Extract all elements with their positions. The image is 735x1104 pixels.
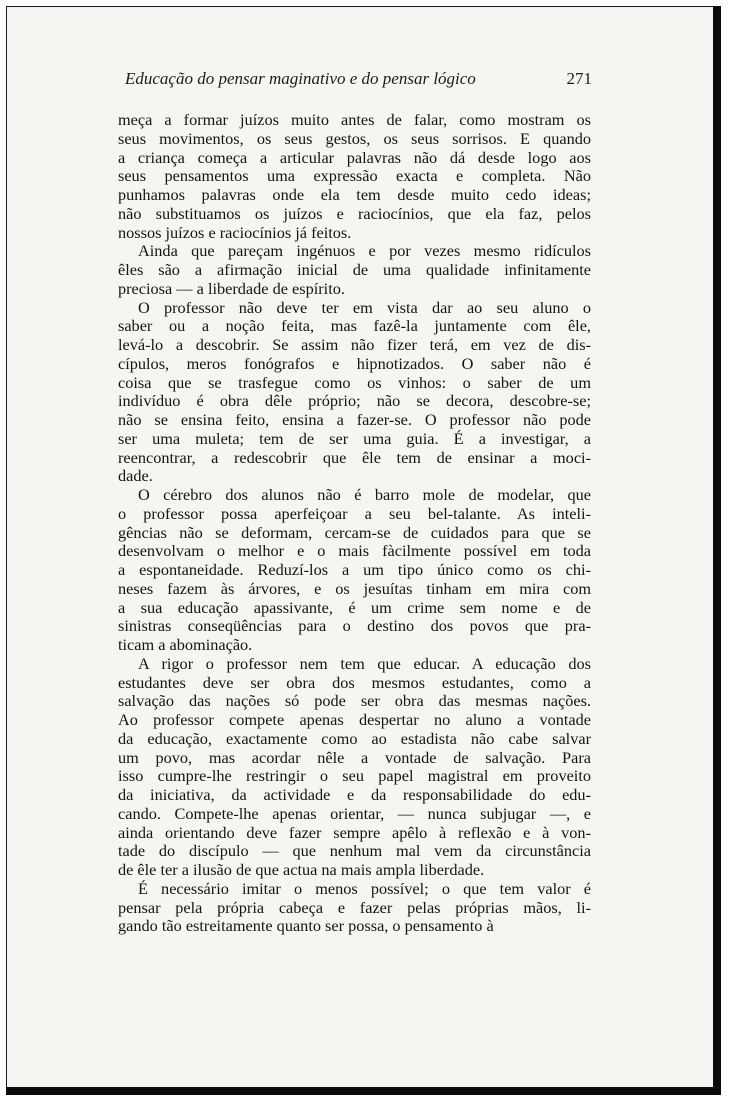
- text-line: não substituamos os juízos e raciocínios, que ela faz, pelos: [118, 204, 591, 223]
- text-line: ticam a abominação.: [118, 636, 253, 654]
- text-line: tade do discípulo — que nenhum mal vem da circunstância: [118, 842, 591, 861]
- paragraph: [118, 111, 591, 242]
- text-line: cípulos, meros fonógrafos e hipnotizados. O saber não é: [118, 354, 591, 373]
- text-line: salvação das nações só pode ser obra das mesmas nações.: [118, 692, 591, 711]
- text-line: a criança começa a articular palavras não dá desde logo aos: [118, 148, 591, 167]
- text-line: neses fazem às árvores, e os jesuítas tinham em mira com: [118, 579, 591, 598]
- text-line: o professor possa aperfeiçoar a seu bel-talante. As inteli-: [118, 504, 591, 523]
- text-line: da educação, exactamente como ao estadista não cabe salvar: [118, 729, 591, 748]
- text-line: ainda orientando deve fazer sempre apêlo à reflexão e à von-: [118, 823, 591, 842]
- text-line: desenvolvam o melhor e o mais fàcilmente possível em toda: [118, 542, 591, 561]
- text-line: cando. Compete-lhe apenas orientar, — nunca subjugar —, e: [118, 804, 591, 823]
- text-line: Ao professor compete apenas despertar no aluno a vontade: [118, 711, 591, 729]
- text-line: a sua educação apassivante, é um crime sem nome e de: [118, 598, 591, 617]
- text-line: êles são a afirmação inicial de uma qualidade infinitamente: [118, 261, 591, 279]
- book-page: [6, 6, 721, 1095]
- text-line: não se ensina feito, ensina a fazer-se. O professor não pode: [118, 411, 591, 429]
- text-line: saber ou a noção feita, mas fazê-la juntamente com êle,: [118, 317, 591, 336]
- text-line: O cérebro dos alunos não é barro mole de modelar, que: [138, 486, 591, 504]
- text-line: punhamos palavras onde ela tem desde muito cedo ideas;: [118, 186, 591, 204]
- text-line: isso cumpre-lhe restringir o seu papel magistral em proveito: [118, 767, 591, 786]
- text-line: gando tão estreitamente quanto ser possa, o pensamento à: [118, 917, 494, 936]
- paragraph: [118, 486, 591, 655]
- text-line: da iniciativa, da actividade e da responsabilidade do edu-: [118, 786, 591, 804]
- text-line: É necessário imitar o menos possível; o que tem valor é: [138, 879, 591, 898]
- text-line: gências não se deformam, cercam-se de cuidados para que se: [118, 523, 591, 542]
- paragraph: [118, 242, 591, 298]
- text-line: Ainda que pareçam ingénuos e por vezes mesmo ridículos: [138, 242, 591, 261]
- text-line: levá-lo a descobrir. Se assim não fizer terá, em vez de dis-: [118, 336, 591, 354]
- body-text: [118, 111, 591, 936]
- text-line: ser uma muleta; tem de ser uma guia. É a investigar, a: [118, 429, 591, 448]
- text-line: O professor não deve ter em vista dar ao seu aluno o: [138, 298, 591, 317]
- text-line: coisa que se trasfegue como os vinhos: o saber de um: [118, 373, 591, 392]
- text-line: pensar pela própria cabeça e fazer pelas próprias mãos, li-: [118, 898, 591, 917]
- text-line: reencontrar, a redescobrir que êle tem de ensinar a moci-: [118, 448, 591, 467]
- text-line: seus pensamentos uma expressão exacta e completa. Não: [118, 167, 591, 186]
- text-line: dade.: [118, 467, 153, 486]
- paragraph: [118, 299, 591, 487]
- text-line: A rigor o professor nem tem que educar. A educação dos: [138, 654, 591, 673]
- text-line: seus movimentos, os seus gestos, os seus sorrisos. E quando: [118, 129, 591, 148]
- text-line: meça a formar juízos muito antes de falar, como mostram os: [118, 111, 591, 129]
- text-line: indivíduo é obra dêle próprio; não se decora, descobre-se;: [118, 392, 591, 411]
- text-line: preciosa — a liberdade de espírito.: [118, 279, 345, 298]
- running-title: Educação do pensar maginativo e do pensar lógico: [125, 69, 476, 88]
- paragraph: [118, 880, 591, 936]
- text-line: a espontaneidade. Reduzí-los a um tipo único como os chi-: [118, 561, 591, 579]
- paragraph: [118, 655, 591, 880]
- page-number: 271: [566, 69, 592, 88]
- text-line: nossos juízos e raciocínios já feitos.: [118, 223, 352, 242]
- text-line: estudantes deve ser obra dos mesmos estudantes, como a: [118, 673, 591, 692]
- text-line: de êle ter a ilusão de que actua na mais ampla liberdade.: [118, 861, 485, 879]
- text-line: sinistras conseqüências para o destino dos povos que pra-: [118, 617, 591, 636]
- text-line: um povo, mas acordar nêle a vontade de salvação. Para: [118, 748, 591, 767]
